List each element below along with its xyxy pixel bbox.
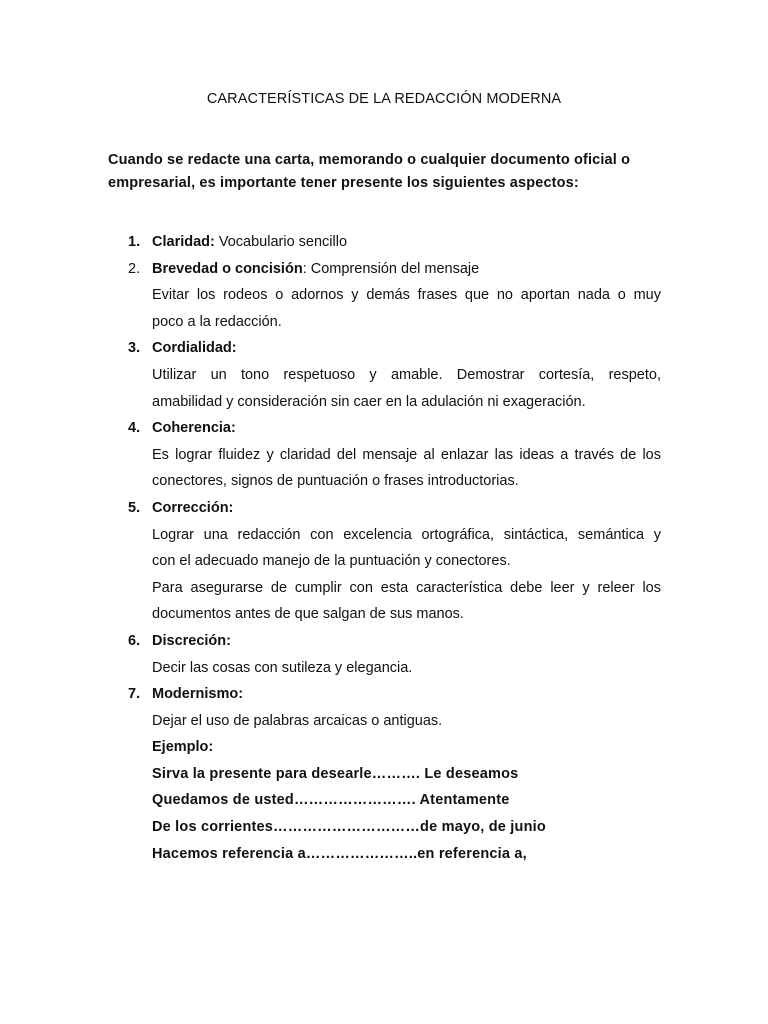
example-line <box>108 764 661 791</box>
list-item-claridad <box>108 232 661 259</box>
paragraph-line <box>108 285 661 312</box>
list-item-discrecion <box>108 631 661 658</box>
brevedad-text-line-2: poco a la redacción. <box>152 313 282 330</box>
list-number: 7. <box>128 686 141 703</box>
item-heading: Coherencia: <box>152 420 236 437</box>
list-item-coherencia <box>108 418 661 445</box>
list-item-cordialidad <box>108 338 661 365</box>
correccion-text-line-3: Para asegurarse de cumplir con esta característica debe leer y releer los <box>152 579 661 596</box>
item-heading: Modernismo: <box>152 686 244 703</box>
item-heading: Corrección: <box>152 499 234 516</box>
list-number: 4. <box>128 420 141 437</box>
item-heading: Brevedad o concisión <box>152 260 303 277</box>
cordialidad-text-line-1: Utilizar un tono respetuoso y amable. Demostrar cortesía, respeto, <box>152 366 661 383</box>
coherencia-text-line-2: conectores, signos de puntuación o frases introductorias. <box>152 473 519 490</box>
discrecion-text-line-1: Decir las cosas con sutileza y elegancia. <box>152 659 413 676</box>
item-text: Vocabulario sencillo <box>214 234 348 250</box>
list-number: 6. <box>128 632 141 649</box>
list-number: 3. <box>128 340 141 357</box>
intro-line-1: Cuando se redacte una carta, memorando o cualquier documento oficial o <box>108 152 631 168</box>
paragraph-line <box>108 551 661 578</box>
item-heading: Cordialidad: <box>152 340 237 357</box>
paragraph-line <box>108 471 661 498</box>
list-number: 1. <box>128 234 141 250</box>
list-item-brevedad <box>108 259 661 286</box>
correccion-text-line-1: Lograr una redacción con excelencia ortográfica, sintáctica, semántica y <box>152 526 661 543</box>
paragraph-line <box>108 737 661 764</box>
modernismo-text-line-1: Dejar el uso de palabras arcaicas o antiguas. <box>152 712 443 729</box>
example-heading: Ejemplo: <box>152 739 214 756</box>
intro-paragraph <box>108 149 668 195</box>
brevedad-text-line-1: Evitar los rodeos o adornos y demás frases que no aportan nada o muy <box>152 287 661 304</box>
correccion-text-line-4: documentos antes de que salgan de sus manos. <box>152 606 464 623</box>
item-heading: Discreción: <box>152 632 231 649</box>
example-line-4: Hacemos referencia a…………………..en referencia a, <box>152 845 527 862</box>
list-item-modernismo <box>108 684 661 711</box>
example-line-3: De los corrientes…………………………de mayo, de junio <box>152 819 546 836</box>
paragraph-line <box>108 711 661 738</box>
paragraph-line <box>108 445 661 472</box>
coherencia-text-line-1: Es lograr fluidez y claridad del mensaje al enlazar las ideas a través de los <box>152 446 661 463</box>
list-item-correccion <box>108 498 661 525</box>
document-title: CARACTERÍSTICAS DE LA REDACCIÓN MODERNA <box>206 91 562 107</box>
paragraph-line <box>108 578 661 605</box>
intro-line-2: empresarial, es importante tener presente los siguientes aspectos: <box>108 175 579 191</box>
cordialidad-text-line-2: amabilidad y consideración sin caer en la adulación ni exageración. <box>152 393 586 410</box>
characteristics-list <box>108 232 661 870</box>
example-line <box>108 817 661 844</box>
paragraph-line <box>108 365 661 392</box>
list-number: 5. <box>128 499 141 516</box>
example-line <box>108 790 661 817</box>
list-number: 2. <box>128 260 141 277</box>
paragraph-line <box>108 658 661 685</box>
example-line-2: Quedamos de usted……………………. Atentamente <box>152 792 510 809</box>
paragraph-line <box>108 392 661 419</box>
paragraph-line <box>108 525 661 552</box>
paragraph-line <box>108 604 661 631</box>
correccion-text-line-2: con el adecuado manejo de la puntuación y conectores. <box>152 553 511 570</box>
paragraph-line <box>108 312 661 339</box>
example-line <box>108 844 661 871</box>
example-line-1: Sirva la presente para desearle………. Le deseamos <box>152 765 519 782</box>
item-heading: Claridad: <box>152 234 215 250</box>
item-text: : Comprensión del mensaje <box>302 260 480 277</box>
